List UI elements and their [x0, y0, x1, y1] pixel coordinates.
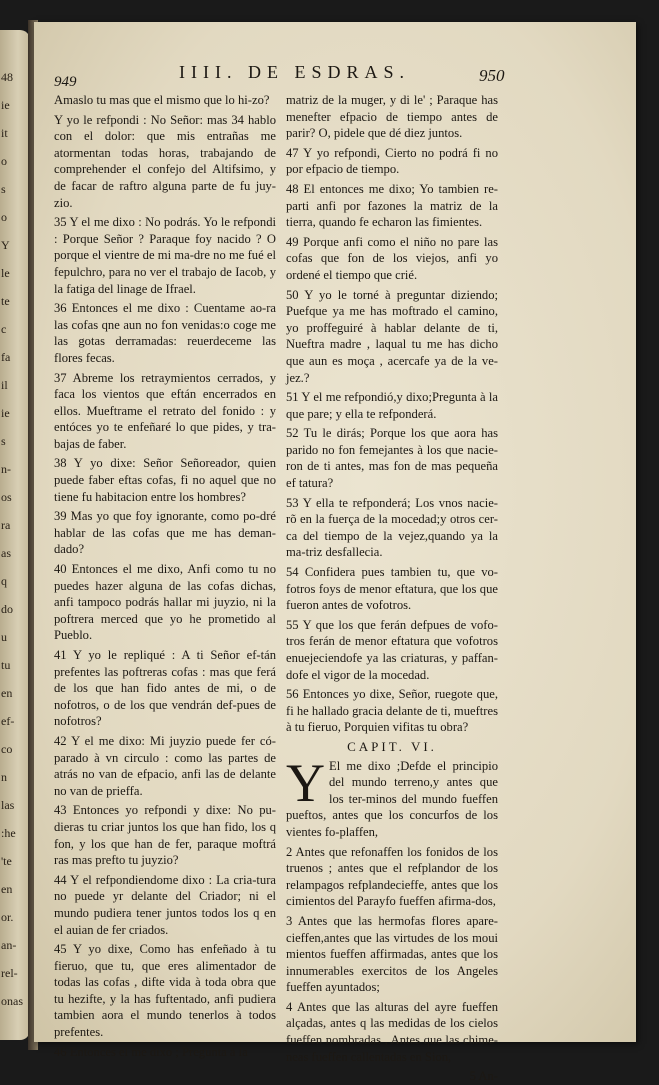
- verse-paragraph: 53 Y ella te refponderá; Los vnos nacie-rõ en la fuerça de la mocedad;y otros cer-ca del tiempo de la vejez,quando ya la ma-triz desfallecia.: [286, 495, 498, 560]
- left-page-fragment: onas: [1, 994, 23, 1008]
- left-page-fragment: 'te: [1, 854, 12, 868]
- verse-paragraph: 4 Antes que las alturas del ayre fueffen alçadas, antes q las medidas de los cielos fueffen nombradas , Antes que las chime-neas fueffen callentadas en Sion,: [286, 999, 498, 1064]
- verse-paragraph: 40 Entonces el me dixo, Anfi como tu no puedes hazer alguna de las cofas dichas, anfi tampoco podrás hallar mi juyzio, ni la poftrera merced que yo he prometido al Pueblo.: [54, 562, 276, 643]
- verse-paragraph: 42 Y el me dixo: Mi juyzio puede fer có-parado à vn circulo : como las partes de atrás no van de efpacio, anfi las de delante no van de prieffa.: [54, 733, 276, 798]
- verse-paragraph: 49 Porque anfi como el niño no pare las cofas que fon de los viejos, anfi yo ordené el tiempo que crié.: [286, 234, 498, 282]
- left-page-fragment: rel-: [1, 966, 18, 980]
- verse-paragraph: 39 Mas yo que foy ignorante, como po-dré hablar de las cofas que me has deman-dado?: [54, 509, 276, 557]
- left-page-fragment: os: [1, 490, 12, 504]
- left-page-fragment: tu: [1, 658, 11, 672]
- verse-paragraph: Amaslo tu mas que el mismo que lo hi-zo?: [54, 93, 270, 107]
- verse-paragraph: 45 Y yo dixe, Como has enfeñado à tu fieruo, que tu, que eres alimentador de todas las cofas , difte vida à toda obra que tu hezifte, y la has fuftentado, anfi pudiera tambien aora el mundo tenerlos à todos prefentes.: [54, 942, 276, 1040]
- left-page-fragment: en: [1, 686, 13, 700]
- left-page-fragment: te: [1, 294, 10, 308]
- chapter-opening: [286, 752, 498, 841]
- chapter-first-verse: El me dixo ;Defde el principio del mundo terreno,y antes que los ter-minos del mundo fueffen pueftos, antes que los concurfos de los vientes fo-plaffen,: [286, 758, 498, 839]
- left-page-fragment: o: [1, 154, 7, 168]
- verse-paragraph: 56 Entonces yo dixe, Señor, ruegote que, fi he hallado gracia delante de ti, mueftres à tu fieruo, Porquien vifitas tu obra?: [286, 687, 498, 735]
- verse-paragraph: matriz de la muger, y di le' ; Paraque has menefter efpacio de tiempo antes de parir? O, pidele que dé diez juntos.: [286, 93, 498, 141]
- left-page-fragment: Y: [1, 238, 10, 252]
- running-title: IIII. DE ESDRAS.: [179, 62, 410, 82]
- verse-paragraph: 2 Antes que refonaffen los fonidos de los truenos ; antes que el refplandor de los relampagos refplandecieffe, antes que los cimientos del Parayfo fueffen afirma-dos,: [286, 844, 498, 909]
- left-page-fragment: n: [1, 770, 7, 784]
- left-page-fragment: le: [1, 266, 10, 280]
- left-page-fragment: s: [1, 434, 6, 448]
- left-page-fragment: fa: [1, 350, 11, 364]
- left-page-fragment: co: [1, 742, 13, 756]
- verse-paragraph: 35 Y el me dixo : No podrás. Yo le refpondi : Porque Señor ? Paraque foy nacido ? O porque el vientre de mi ma-dre no me fué el fepulchro, para no ver el trabajo de Iacob, y la fatiga del linage de Ifrael.: [54, 215, 276, 296]
- drop-cap: Y: [286, 752, 325, 813]
- verse-paragraph: 51 Y el me refpondió,y dixo;Pregunta à la que pare; y ella te refponderá.: [286, 390, 498, 421]
- verse-paragraph: 55 Y que los que ferán defpues de vofo-tros ferán de menor eftatura que vofotros enuejeciendofe ya las criaturas, y paffan-dofe el vigor de la mocedad.: [286, 617, 498, 682]
- book-page: [34, 22, 636, 1084]
- chapter-heading: CAPIT. VI.: [347, 738, 437, 754]
- left-page-fragment: ra: [1, 518, 11, 532]
- verse-paragraph: 46 Entonces el me dixo ; Pregunta à la: [54, 1044, 248, 1059]
- left-page-fragment: u: [1, 630, 7, 644]
- verse-paragraph: 36 Entonces el me dixo : Cuentame ao-ra las cofas qne aun no fon venidas:o coge me las gotas derramadas: reuerdeceme las flores fecas.: [54, 301, 276, 365]
- verse-paragraph: 3 Antes que las hermofas flores apare-cieffen,antes que las virtudes de los moui mientos fueffen affirmadas, antes que los innumerables exercitos de los Angeles fueffen ayuntados;: [286, 913, 498, 995]
- left-page-fragment: 48: [1, 70, 13, 84]
- left-page-fragment: en: [1, 882, 13, 896]
- verse-paragraph: 37 Abreme los retraymientos cerrados, y faca los vientos que eftán encerrados en ellos. Mueftrame el retrato del fonido : y entóces yo te enfeñaré lo que pides, y tra-bajas de faber.: [54, 370, 276, 451]
- verse-paragraph: 41 Y yo le repliqué : A ti Señor ef-tán prefentes las poftreras cofas : mas que ferá de los que han fido antes de mi, o de nofotros, o de los que vendrán def-pues de nofotros?: [54, 648, 276, 729]
- verse-paragraph: 54 Confidera pues tambien tu, que vo-fotros foys de menor eftatura, que los que fueron antes de vofotros.: [286, 565, 498, 613]
- left-column: [54, 92, 276, 1063]
- folio-right: 950: [479, 66, 505, 85]
- verse-paragraph: 48 El entonces me dixo; Yo tambien re-parti anfi por fazones la matriz de la tierra, quando fe echaron las fimientes.: [286, 181, 498, 230]
- left-page-fragment: las: [1, 798, 15, 812]
- verse-paragraph: 47 Y yo refpondi, Cierto no podrá fi no por efpacio de tiempo.: [286, 145, 498, 177]
- verse-paragraph: 52 Tu le dirás; Porque los que aora has parido no fon femejantes à los que nacie-ron de ti antes, mas fon de mas pequeña ef tatura?: [286, 426, 498, 491]
- left-page-fragment: n-: [1, 462, 11, 476]
- verse-paragraph: 43 Entonces yo refpondi y dixe: No pu-dieras tu criar juntos los que han fido, los q fon, y los que han de fer, paraque moftrá ras mas prefto tu juyzio?: [54, 803, 276, 868]
- left-page-edge: [0, 30, 30, 1040]
- left-page-fragment: or.: [1, 910, 14, 924]
- left-page-fragment: o: [1, 210, 7, 224]
- verse-paragraph: Y yo le refpondi : No Señor: mas 34 hablo con el dolor: que mis entrañas me atormentan todas horas, trabajando de comprehender el confejo del Altifsimo, y de facar de raftro alguna parte de fu juy-zio.: [54, 112, 276, 210]
- left-page-fragment: an-: [1, 938, 17, 952]
- left-page-fragment: q: [1, 574, 7, 588]
- left-page-fragment: it: [1, 126, 8, 140]
- folio-left: 949: [54, 74, 77, 90]
- left-page-fragment: ie: [1, 98, 10, 112]
- left-page-fragment: :he: [1, 826, 16, 840]
- verse-paragraph: 50 Y yo le torné à preguntar diziendo; Puefque ya me has moftrado el camino, yo proffeguiré à hablar delante de ti, Nueftra madre , laqual tu me has dicho que aun es moça , acercafe ya de la ve-jez.?: [286, 287, 498, 385]
- verse-paragraph: 44 Y el refpondiendome dixo : La cria-tura no puede yr delante del Criador; ni el mundo pudiera tener juntos todos los q en el auian de fer criados.: [54, 872, 276, 937]
- left-page-fragment: ef-: [1, 714, 15, 728]
- left-page-fragment: s: [1, 182, 6, 196]
- catchword: 5 An-: [469, 1069, 498, 1084]
- left-page-fragment: as: [1, 546, 11, 560]
- left-page-fragment: ie: [1, 406, 10, 420]
- left-page-fragment: c: [1, 322, 7, 336]
- left-page-fragment: il: [1, 378, 8, 392]
- right-column: [286, 92, 498, 1085]
- left-page-fragment: do: [1, 602, 13, 616]
- verse-paragraph: 38 Y yo dixe: Señor Señoreador, quien puede faber eftas cofas, fi no aquel que no tiene fu habitacion entre los hombres?: [54, 456, 276, 504]
